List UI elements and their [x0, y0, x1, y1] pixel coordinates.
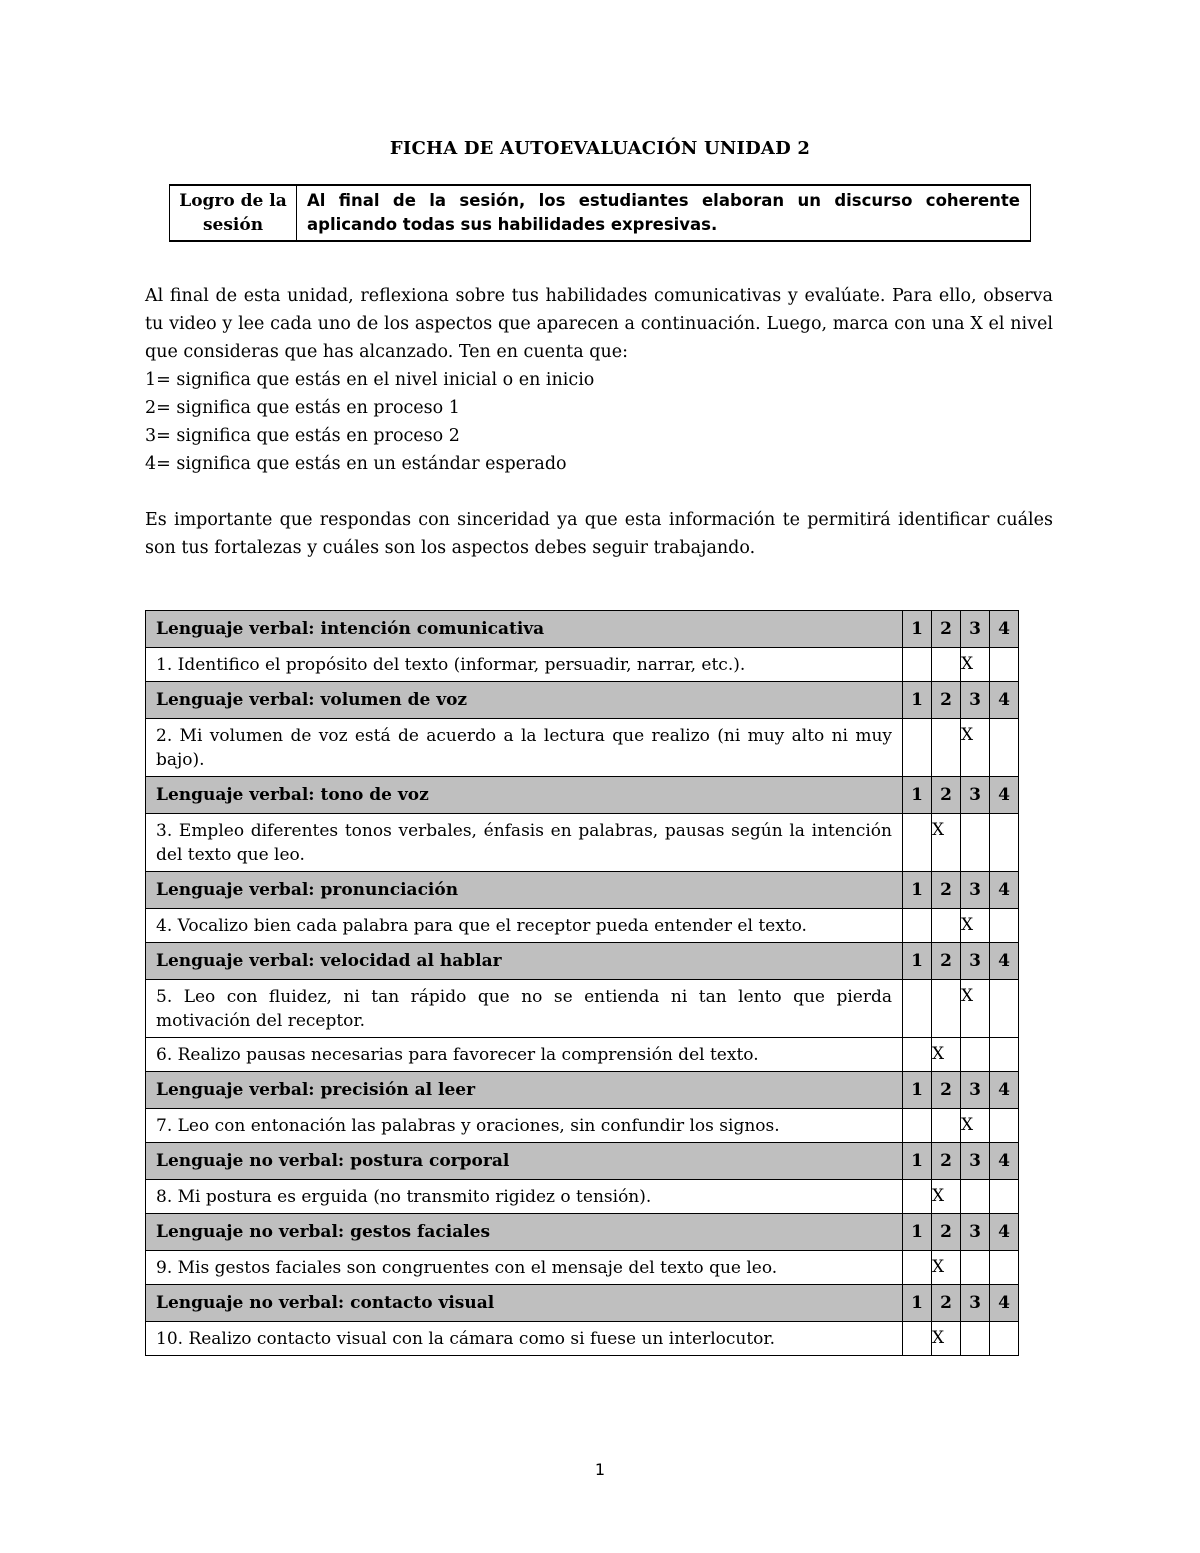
scale-header-4: 4 — [990, 611, 1019, 648]
level-1-cell[interactable] — [903, 719, 932, 777]
self-evaluation-table — [145, 610, 1019, 1356]
scale-header-4: 4 — [990, 682, 1019, 719]
instructions-paragraph: Al final de esta unidad, reflexiona sobre tus habilidades comunicativas y evalúate. Para ello, observa tu video y lee cada uno de los aspectos que aparecen a continuación. Luego, marca con una X el nivel que consideras que has alcanzado. Ten en cuenta que: — [145, 286, 1053, 362]
section-heading: Lenguaje verbal: pronunciación — [146, 872, 903, 909]
criterion-text: 6. Realizo pausas necesarias para favorecer la comprensión del texto. — [146, 1038, 903, 1072]
section-header-row — [146, 1285, 1019, 1322]
logro-row — [170, 185, 1031, 241]
level-2-cell[interactable]: X — [932, 1251, 961, 1285]
section-header-row — [146, 872, 1019, 909]
scale-header-2: 2 — [932, 611, 961, 648]
level-1-cell[interactable] — [903, 648, 932, 682]
criterion-row — [146, 1109, 1019, 1143]
level-2-cell[interactable] — [932, 980, 961, 1038]
scale-header-1: 1 — [903, 682, 932, 719]
section-heading: Lenguaje verbal: velocidad al hablar — [146, 943, 903, 980]
criterion-text: 7. Leo con entonación las palabras y oraciones, sin confundir los signos. — [146, 1109, 903, 1143]
scale-header-4: 4 — [990, 1072, 1019, 1109]
level-2-cell[interactable]: X — [932, 814, 961, 872]
section-heading: Lenguaje verbal: precisión al leer — [146, 1072, 903, 1109]
scale-header-2: 2 — [932, 777, 961, 814]
section-heading: Lenguaje no verbal: postura corporal — [146, 1143, 903, 1180]
criterion-text: 1. Identifico el propósito del texto (informar, persuadir, narrar, etc.). — [146, 648, 903, 682]
level-3-cell[interactable]: X — [961, 719, 990, 777]
level-4-cell[interactable] — [990, 1180, 1019, 1214]
scale-header-4: 4 — [990, 1285, 1019, 1322]
criterion-row — [146, 814, 1019, 872]
level-3-cell[interactable]: X — [961, 648, 990, 682]
level-legend-item: 2= significa que estás en proceso 1 — [145, 398, 460, 418]
level-2-cell[interactable] — [932, 909, 961, 943]
level-3-cell[interactable] — [961, 1322, 990, 1356]
scale-header-2: 2 — [932, 1143, 961, 1180]
criterion-text: 4. Vocalizo bien cada palabra para que el receptor pueda entender el texto. — [146, 909, 903, 943]
section-header-row — [146, 682, 1019, 719]
level-1-cell[interactable] — [903, 1180, 932, 1214]
scale-header-2: 2 — [932, 682, 961, 719]
scale-header-3: 3 — [961, 1072, 990, 1109]
scale-header-2: 2 — [932, 1214, 961, 1251]
section-header-row — [146, 777, 1019, 814]
level-4-cell[interactable] — [990, 648, 1019, 682]
level-4-cell[interactable] — [990, 719, 1019, 777]
logro-text: Al final de la sesión, los estudiantes elaboran un discurso coherente aplicando todas sus habilidades expresivas. — [297, 185, 1031, 241]
level-4-cell[interactable] — [990, 1109, 1019, 1143]
scale-header-4: 4 — [990, 1143, 1019, 1180]
section-heading: Lenguaje no verbal: gestos faciales — [146, 1214, 903, 1251]
level-3-cell[interactable] — [961, 814, 990, 872]
scale-header-3: 3 — [961, 777, 990, 814]
level-4-cell[interactable] — [990, 1038, 1019, 1072]
scale-header-1: 1 — [903, 1143, 932, 1180]
level-2-cell[interactable]: X — [932, 1180, 961, 1214]
level-2-cell[interactable] — [932, 1109, 961, 1143]
logro-table — [169, 184, 1031, 242]
section-header-row — [146, 943, 1019, 980]
criterion-row — [146, 1251, 1019, 1285]
criterion-text: 10. Realizo contacto visual con la cámara como si fuese un interlocutor. — [146, 1322, 903, 1356]
scale-header-4: 4 — [990, 1214, 1019, 1251]
level-3-cell[interactable]: X — [961, 909, 990, 943]
scale-header-2: 2 — [932, 943, 961, 980]
section-heading: Lenguaje verbal: intención comunicativa — [146, 611, 903, 648]
criterion-text: 9. Mis gestos faciales son congruentes con el mensaje del texto que leo. — [146, 1251, 903, 1285]
level-4-cell[interactable] — [990, 1322, 1019, 1356]
scale-header-3: 3 — [961, 682, 990, 719]
level-legend-item: 4= significa que estás en un estándar esperado — [145, 454, 567, 474]
section-heading: Lenguaje verbal: volumen de voz — [146, 682, 903, 719]
scale-header-3: 3 — [961, 943, 990, 980]
logro-label: Logro de la sesión — [170, 185, 297, 241]
level-4-cell[interactable] — [990, 980, 1019, 1038]
scale-header-3: 3 — [961, 611, 990, 648]
criterion-row — [146, 648, 1019, 682]
level-1-cell[interactable] — [903, 1251, 932, 1285]
section-heading: Lenguaje verbal: tono de voz — [146, 777, 903, 814]
section-heading: Lenguaje no verbal: contacto visual — [146, 1285, 903, 1322]
scale-header-1: 1 — [903, 1214, 932, 1251]
criterion-row — [146, 980, 1019, 1038]
scale-header-1: 1 — [903, 611, 932, 648]
criterion-row — [146, 1038, 1019, 1072]
scale-header-4: 4 — [990, 943, 1019, 980]
level-legend — [145, 366, 1053, 478]
scale-header-3: 3 — [961, 1214, 990, 1251]
level-2-cell[interactable]: X — [932, 1322, 961, 1356]
level-3-cell[interactable] — [961, 1251, 990, 1285]
criterion-row — [146, 1322, 1019, 1356]
scale-header-3: 3 — [961, 1285, 990, 1322]
level-2-cell[interactable]: X — [932, 1038, 961, 1072]
criterion-row — [146, 1180, 1019, 1214]
section-header-row — [146, 1214, 1019, 1251]
scale-header-1: 1 — [903, 872, 932, 909]
level-3-cell[interactable]: X — [961, 1109, 990, 1143]
level-1-cell[interactable] — [903, 1322, 932, 1356]
section-header-row — [146, 1143, 1019, 1180]
scale-header-2: 2 — [932, 1072, 961, 1109]
scale-header-1: 1 — [903, 1072, 932, 1109]
criterion-text: 8. Mi postura es erguida (no transmito rigidez o tensión). — [146, 1180, 903, 1214]
criterion-text: 5. Leo con fluidez, ni tan rápido que no se entienda ni tan lento que pierda motivación del receptor. — [146, 980, 903, 1038]
section-header-row — [146, 1072, 1019, 1109]
page-number: 1 — [594, 1460, 606, 1479]
level-1-cell[interactable] — [903, 814, 932, 872]
closing-paragraph: Es importante que respondas con sinceridad ya que esta información te permitirá identificar cuáles son tus fortalezas y cuáles son los aspectos debes seguir trabajando. — [145, 510, 1053, 558]
level-4-cell[interactable] — [990, 814, 1019, 872]
scale-header-4: 4 — [990, 872, 1019, 909]
criterion-row — [146, 719, 1019, 777]
level-2-cell[interactable] — [932, 719, 961, 777]
scale-header-3: 3 — [961, 872, 990, 909]
level-3-cell[interactable]: X — [961, 980, 990, 1038]
level-4-cell[interactable] — [990, 909, 1019, 943]
level-3-cell[interactable] — [961, 1180, 990, 1214]
scale-header-2: 2 — [932, 872, 961, 909]
level-legend-item: 1= significa que estás en el nivel inicial o en inicio — [145, 370, 595, 390]
level-1-cell[interactable] — [903, 980, 932, 1038]
level-1-cell[interactable] — [903, 1038, 932, 1072]
level-legend-item: 3= significa que estás en proceso 2 — [145, 426, 460, 446]
level-2-cell[interactable] — [932, 648, 961, 682]
criterion-text: 3. Empleo diferentes tonos verbales, énfasis en palabras, pausas según la intención del texto que leo. — [146, 814, 903, 872]
scale-header-2: 2 — [932, 1285, 961, 1322]
section-header-row — [146, 611, 1019, 648]
level-1-cell[interactable] — [903, 1109, 932, 1143]
scale-header-3: 3 — [961, 1143, 990, 1180]
scale-header-1: 1 — [903, 777, 932, 814]
level-4-cell[interactable] — [990, 1251, 1019, 1285]
level-3-cell[interactable] — [961, 1038, 990, 1072]
criterion-text: 2. Mi volumen de voz está de acuerdo a la lectura que realizo (ni muy alto ni muy bajo). — [146, 719, 903, 777]
scale-header-4: 4 — [990, 777, 1019, 814]
scale-header-1: 1 — [903, 943, 932, 980]
instructions — [145, 282, 1053, 478]
criterion-row — [146, 909, 1019, 943]
document-title: FICHA DE AUTOEVALUACIÓN UNIDAD 2 — [389, 138, 811, 159]
level-1-cell[interactable] — [903, 909, 932, 943]
scale-header-1: 1 — [903, 1285, 932, 1322]
